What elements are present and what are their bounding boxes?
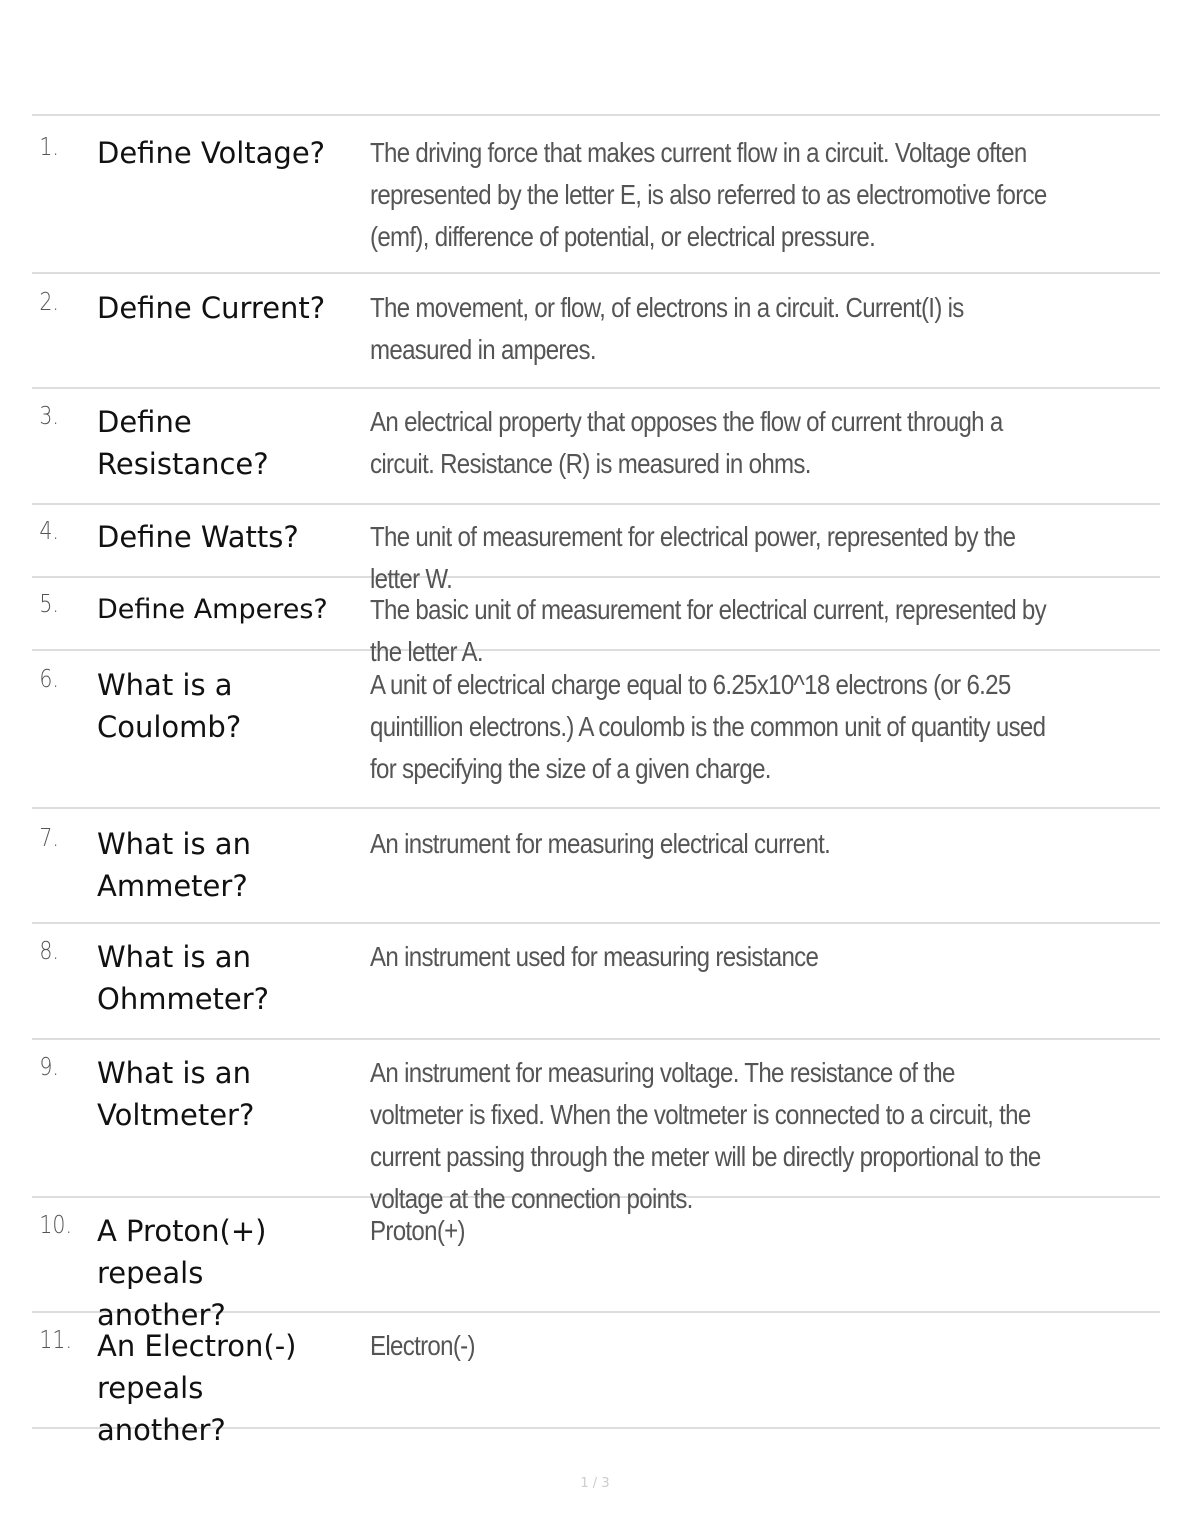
flashcard-row	[32, 1040, 1160, 1214]
definition: The driving force that makes current flow in a circuit. Voltage often represented by the letter E, is also referred to as electromotive force (emf), difference of potential, or electrical pressure.	[370, 137, 1047, 252]
row-number: 1.	[39, 132, 59, 161]
flashcard-row	[32, 809, 1160, 924]
row-number: 9.	[39, 1052, 59, 1081]
flashcard-row	[32, 578, 1160, 667]
flashcard-row	[32, 1198, 1160, 1332]
flashcard-row	[32, 389, 1160, 505]
page-number: 1 / 3	[580, 1476, 610, 1491]
term: What is an Ammeter?	[97, 827, 251, 903]
flashcard-row	[32, 505, 1160, 594]
term: An Electron(-) repeals another?	[97, 1329, 297, 1447]
definition: An instrument used for measuring resistance	[370, 941, 819, 972]
row-number: 2.	[39, 287, 59, 316]
definition: The unit of measurement for electrical power, represented by the letter W.	[370, 521, 1016, 594]
definition: An instrument for measuring voltage. The resistance of the voltmeter is fixed. When the voltmeter is connected to a circuit, the current passing through the meter will be directly proportional to the voltage at the connection points.	[370, 1057, 1041, 1214]
definition: A unit of electrical charge equal to 6.25x10^18 electrons (or 6.25 quintillion electrons.) A coulomb is the common unit of quantity used for specifying the size of a given charge.	[370, 669, 1046, 784]
flashcard-row	[32, 1313, 1160, 1447]
term: Define Watts?	[97, 520, 299, 554]
row-number: 4.	[39, 516, 59, 545]
definition: An electrical property that opposes the flow of current through a circuit. Resistance (R) is measured in ohms.	[370, 406, 1003, 479]
definition: The basic unit of measurement for electrical current, represented by the letter A.	[370, 594, 1046, 667]
row-number: 3.	[39, 401, 59, 430]
flashcard-table	[32, 114, 1160, 1447]
row-number: 5.	[39, 589, 59, 618]
flashcard-row	[32, 924, 1160, 1040]
flashcard-row	[32, 274, 1160, 389]
term: What is an Voltmeter?	[97, 1056, 255, 1132]
flashcard-row	[32, 116, 1160, 274]
term: Define Voltage?	[97, 136, 326, 170]
definition: Electron(-)	[370, 1330, 475, 1361]
row-number: 11.	[39, 1325, 72, 1354]
term: What is an Ohmmeter?	[97, 940, 270, 1016]
row-number: 7.	[39, 823, 59, 852]
row-number: 10.	[39, 1210, 72, 1239]
definition: The movement, or flow, of electrons in a circuit. Current(I) is measured in amperes.	[370, 292, 964, 365]
row-number: 6.	[39, 664, 59, 693]
term: Define Current?	[97, 291, 326, 325]
row-number: 8.	[39, 936, 59, 965]
term: A Proton(+) repeals another?	[97, 1214, 267, 1332]
definition: An instrument for measuring electrical current.	[370, 828, 831, 859]
definition: Proton(+)	[370, 1215, 465, 1246]
term: Define Resistance?	[97, 405, 269, 481]
term: Define Amperes?	[97, 594, 328, 625]
flashcard-row	[32, 651, 1160, 809]
term: What is a Coulomb?	[97, 668, 242, 744]
